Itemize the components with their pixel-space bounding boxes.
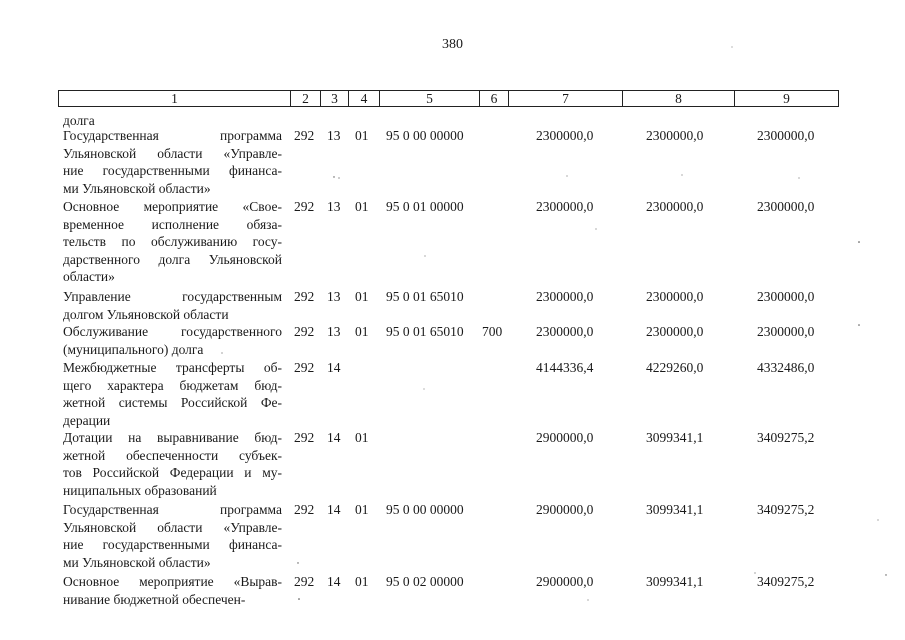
cell-amount-year-1: 2300000,0 — [536, 199, 594, 214]
cell-amount-year-3: 2300000,0 — [757, 289, 815, 304]
description-line: дарственного долга Ульяновской — [63, 251, 282, 267]
description-line: жетной системы Российской Фе- — [63, 395, 282, 410]
cell-admin-code: 292 — [294, 430, 315, 445]
cell-target-article: 95 0 00 00000 — [386, 128, 464, 143]
cell-section: 13 — [327, 199, 341, 214]
description-line: ние государственными финанса- — [63, 163, 282, 178]
description-line: ми Ульяновской области» — [63, 180, 211, 196]
header-col-8: 8 — [623, 91, 735, 106]
cell-admin-code: 292 — [294, 289, 315, 304]
description-line: Межбюджетные трансферты об- — [63, 360, 282, 375]
header-col-2: 2 — [291, 91, 321, 106]
description-line: тельств по обслуживанию госу- — [63, 234, 282, 249]
cell-section: 13 — [327, 128, 341, 143]
cell-amount-year-3: 2300000,0 — [757, 324, 815, 339]
cell-subsection: 01 — [355, 289, 369, 304]
row-description — [63, 359, 282, 429]
cell-target-article: 95 0 00 00000 — [386, 502, 464, 517]
cell-amount-year-2: 2300000,0 — [646, 289, 704, 304]
cell-subsection: 01 — [355, 430, 369, 445]
header-col-3: 3 — [321, 91, 349, 106]
cell-amount-year-1: 4144336,4 — [536, 360, 594, 375]
cell-amount-year-2: 3099341,1 — [646, 430, 704, 445]
cell-amount-year-1: 2300000,0 — [536, 128, 594, 143]
cell-expense-type: 700 — [482, 324, 503, 339]
cell-amount-year-1: 2900000,0 — [536, 502, 594, 517]
description-line: Государственная программа — [63, 502, 282, 517]
row-description — [63, 288, 282, 323]
header-col-7: 7 — [509, 91, 623, 106]
header-col-6: 6 — [480, 91, 509, 106]
description-line: Основное мероприятие «Свое- — [63, 199, 282, 214]
description-line: Государственная программа — [63, 128, 282, 143]
cell-amount-year-2: 2300000,0 — [646, 324, 704, 339]
description-line: Основное мероприятие «Вырав- — [63, 574, 282, 589]
cell-target-article: 95 0 01 65010 — [386, 324, 464, 339]
description-line: Управление государственным — [63, 289, 282, 304]
row-description — [63, 323, 282, 358]
cell-section: 14 — [327, 360, 341, 375]
page-number: 380 — [442, 37, 463, 52]
cell-subsection: 01 — [355, 128, 369, 143]
row-description — [63, 429, 282, 499]
cell-admin-code: 292 — [294, 128, 315, 143]
description-line: долга — [63, 113, 95, 128]
header-col-4: 4 — [349, 91, 380, 106]
cell-amount-year-3: 3409275,2 — [757, 502, 815, 517]
cell-amount-year-2: 3099341,1 — [646, 574, 704, 589]
description-line: жетной обеспеченности субъек- — [63, 447, 282, 463]
cell-subsection: 01 — [355, 324, 369, 339]
description-line: Дотации на выравнивание бюд- — [63, 430, 282, 445]
description-line: тов Российской Федерации и му- — [63, 465, 282, 480]
row-description — [63, 127, 282, 197]
cell-admin-code: 292 — [294, 199, 315, 214]
cell-section: 14 — [327, 502, 341, 517]
cell-subsection: 01 — [355, 574, 369, 589]
cell-admin-code: 292 — [294, 574, 315, 589]
row-description — [63, 198, 282, 286]
cell-subsection: 01 — [355, 199, 369, 214]
cell-amount-year-3: 4332486,0 — [757, 360, 815, 375]
cell-amount-year-1: 2900000,0 — [536, 574, 594, 589]
description-line: временное исполнение обяза- — [63, 216, 282, 232]
description-line: (муниципального) долга — [63, 341, 204, 357]
cell-target-article: 95 0 02 00000 — [386, 574, 464, 589]
cell-amount-year-2: 2300000,0 — [646, 199, 704, 214]
cell-amount-year-2: 2300000,0 — [646, 128, 704, 143]
cell-amount-year-1: 2900000,0 — [536, 430, 594, 445]
row-description — [63, 573, 282, 608]
header-col-5: 5 — [380, 91, 480, 106]
cell-subsection: 01 — [355, 502, 369, 517]
description-line: ние государственными финанса- — [63, 537, 282, 552]
cell-section: 14 — [327, 430, 341, 445]
cell-amount-year-2: 3099341,1 — [646, 502, 704, 517]
cell-amount-year-3: 3409275,2 — [757, 574, 815, 589]
row-description — [63, 501, 282, 571]
cell-section: 13 — [327, 289, 341, 304]
cell-section: 13 — [327, 324, 341, 339]
cell-target-article: 95 0 01 00000 — [386, 199, 464, 214]
description-line: ми Ульяновской области» — [63, 554, 211, 570]
description-line: Обслуживание государственного — [63, 324, 282, 339]
description-line: долгом Ульяновской области — [63, 306, 229, 322]
cell-amount-year-3: 2300000,0 — [757, 199, 815, 214]
cell-amount-year-1: 2300000,0 — [536, 324, 594, 339]
cell-admin-code: 292 — [294, 502, 315, 517]
header-col-1: 1 — [59, 91, 291, 106]
header-col-9: 9 — [783, 91, 790, 106]
description-line: Ульяновской области «Управле- — [63, 519, 282, 535]
description-line: ниципальных образований — [63, 482, 217, 498]
description-line: области» — [63, 269, 115, 284]
cell-amount-year-3: 2300000,0 — [757, 128, 815, 143]
cell-target-article: 95 0 01 65010 — [386, 289, 464, 304]
description-line: нивание бюджетной обеспечен- — [63, 591, 246, 607]
cell-amount-year-2: 4229260,0 — [646, 360, 704, 375]
cell-admin-code: 292 — [294, 324, 315, 339]
description-line: дерации — [63, 412, 111, 428]
cell-section: 14 — [327, 574, 341, 589]
description-line: щего характера бюджетам бюд- — [63, 377, 282, 393]
cell-admin-code: 292 — [294, 360, 315, 375]
cell-amount-year-3: 3409275,2 — [757, 430, 815, 445]
cell-amount-year-1: 2300000,0 — [536, 289, 594, 304]
description-line: Ульяновской области «Управле- — [63, 145, 282, 161]
